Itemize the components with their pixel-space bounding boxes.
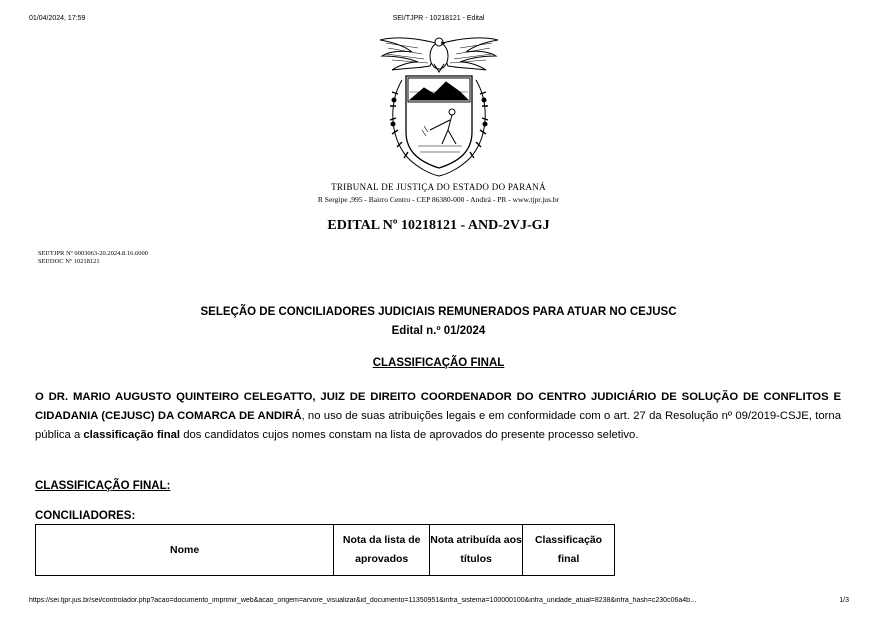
edital-number: Edital n.º 01/2024 <box>391 325 486 337</box>
court-name: TRIBUNAL DE JUSTIÇA DO ESTADO DO PARANÁ <box>331 182 546 192</box>
results-table <box>35 524 615 576</box>
paragraph-middle: , no uso de suas atribuições legais e em conformidade com o art. 27 da Resolução nº 09/2019-CSJE, torna pública a <box>35 410 841 441</box>
section-title: CLASSIFICAÇÃO FINAL <box>372 357 505 369</box>
parana-coat-of-arms-icon <box>378 34 500 180</box>
court-address: R Sergipe ,995 - Bairro Centro - CEP 86380-000 - Andirá - PR - www.tjpr.jus.br <box>317 195 560 204</box>
header-final-rank: Classificação final <box>523 525 615 576</box>
announcement-paragraph <box>35 388 841 445</box>
header-name: Nome <box>36 525 334 576</box>
selection-heading: SELEÇÃO DE CONCILIADORES JUDICIAIS REMUNERADOS PARA ATUAR NO CEJUSC <box>200 306 677 318</box>
sei-doc-number: SEI!DOC Nº 10218121 <box>38 258 100 265</box>
paragraph-bold-term: classificação final <box>83 429 181 441</box>
print-page-number: 1/3 <box>839 597 849 604</box>
list-heading: CLASSIFICAÇÃO FINAL: <box>35 480 171 492</box>
paragraph-end: dos candidatos cujos nomes constam na lista de aprovados do presente processo seletivo. <box>180 429 639 441</box>
group-heading: CONCILIADORES: <box>35 510 136 522</box>
print-page-title: SEI/TJPR - 10218121 - Edital <box>392 15 485 22</box>
header-titles-score: Nota atribuída aos títulos <box>430 525 523 576</box>
judge-intro: O DR. MARIO AUGUSTO QUINTEIRO CELEGATTO, JUIZ DE DIREITO COORDENADOR DO CENTRO JUDICIÁRIO DE SOLUÇÃO DE CONFLITOS E CIDADANIA (CEJUSC) DA COMARCA DE ANDIRÁ <box>35 391 841 422</box>
header-approved-score: Nota da lista de aprovados <box>334 525 430 576</box>
table-header-row <box>36 525 615 576</box>
sei-process-number: SEI!TJPR Nº 0003063-20.2024.8.16.6000 <box>38 250 148 257</box>
print-url: https://sei.tjpr.jus.br/sei/controlador.php?acao=documento_imprimir_web&acao_origem=arvore_visualizar&id_documento=11350951&infra_sistema=100000100&infra_unidade_atual=8238&infra_hash=c230c06a4b… <box>29 597 698 604</box>
document-title: EDITAL Nº 10218121 - AND-2VJ-GJ <box>327 218 550 233</box>
print-datetime: 01/04/2024, 17:59 <box>29 15 86 22</box>
